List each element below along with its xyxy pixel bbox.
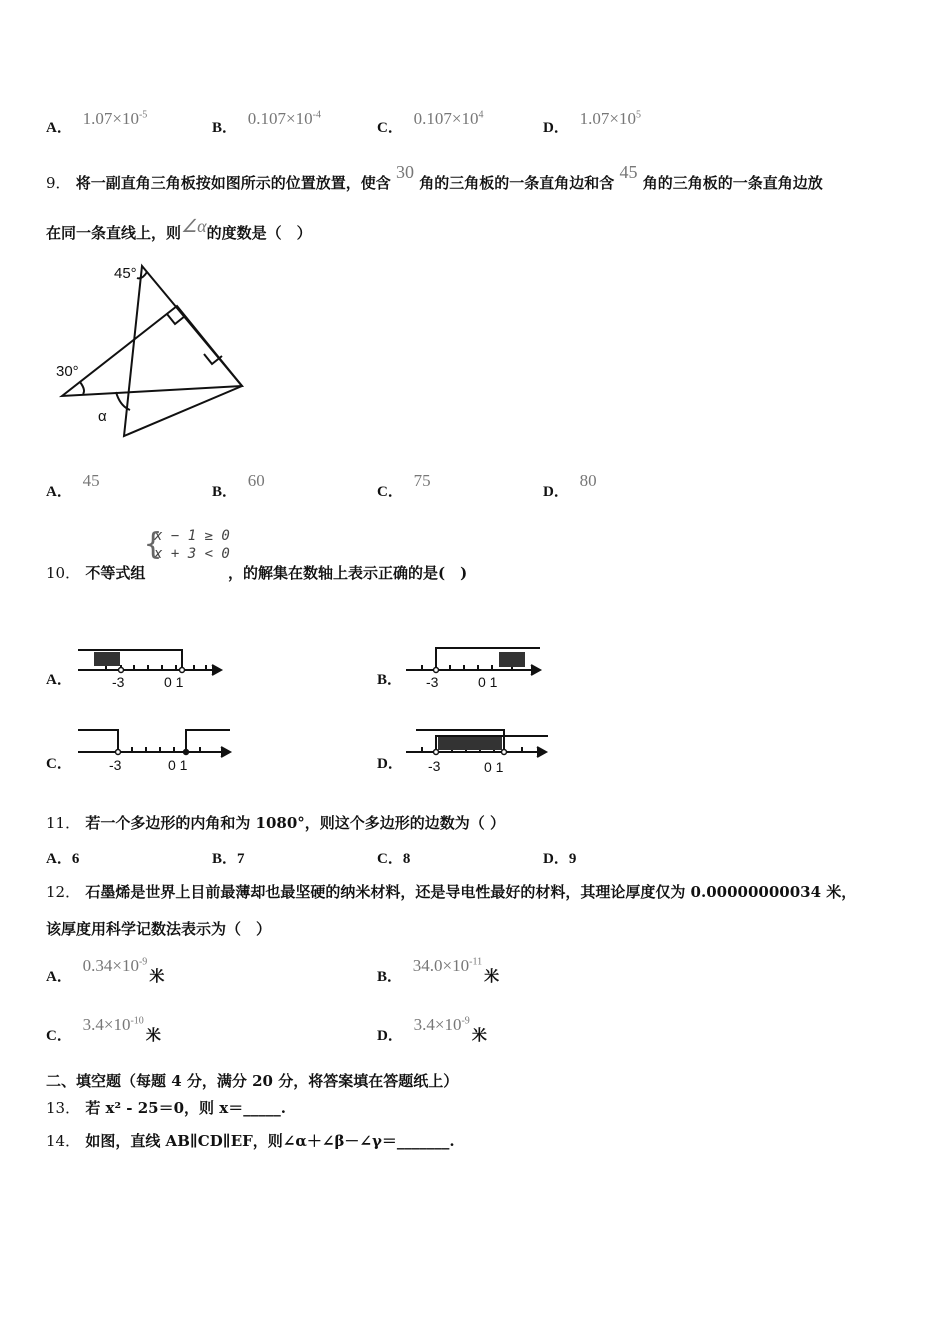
svg-text:-3: -3 [426,674,439,690]
q10-option-a-label[interactable]: A． [46,672,72,688]
q9-option-c[interactable]: C． 75 [377,471,431,500]
question-number: 12． [46,883,81,901]
option-value: $0.107\times 10^4$ [413,109,484,128]
q8-option-b[interactable] [212,108,321,136]
q9-stem-line2: 在同一条直线上，则∠α的度数是（ ） [46,216,312,242]
svg-text:0 1: 0 1 [164,674,184,690]
q12-option-a[interactable]: A． $0.34\times 10^{-9}$米 [46,956,165,985]
option-label: C． [377,120,403,136]
label-alpha: α [98,408,107,425]
svg-text:-3: -3 [109,757,122,773]
q8-option-d[interactable] [543,108,641,136]
q12-option-c[interactable]: C． $3.4\times 10^{-10}$米 [46,1015,161,1044]
q10-option-b-label[interactable]: B． [377,672,403,688]
svg-text:0 1: 0 1 [484,759,504,775]
q12-option-b[interactable]: B． $34.0\times 10^{-11}$米 [377,956,500,985]
q10-option-d-label[interactable]: D． [377,756,403,772]
angle-30: 30 [396,162,415,182]
option-label: B． [212,120,238,136]
option-value: $0.107\times 10^{-4}$ [247,109,321,128]
q13-stem: 13． 若 x² - 25＝0，则 x＝_____. [46,1099,286,1117]
svg-text:0 1: 0 1 [478,674,498,690]
q12-option-d[interactable]: D． $3.4\times 10^{-9}$米 [377,1015,487,1044]
question-number: 9． [46,174,71,192]
inequality-1: x − 1 ≥ 0 [154,528,230,544]
triangle-45 [124,266,242,436]
question-number: 14． [46,1132,81,1150]
q10-stem: 10． 不等式组 [46,564,146,582]
q10-number-line-a[interactable] [76,646,226,691]
inequality-system: { x − 1 ≥ 0 x + 3 < 0 [144,527,230,562]
q11-option-a[interactable]: A．6 [46,851,80,867]
q10-option-c-label[interactable]: C． [46,756,72,772]
q11-option-b[interactable]: B．7 [212,851,245,867]
label-30: 30° [56,363,79,380]
q10-number-line-b[interactable] [404,644,554,692]
question-number: 11． [46,814,81,832]
q10-stem-tail: ，的解集在数轴上表示正确的是( ) [228,564,468,582]
option-value: $1.07\times 10^5$ [579,109,641,128]
right-angle-mark-lower [204,354,222,364]
option-value: $1.07\times 10^{-5}$ [82,109,148,128]
svg-text:-3: -3 [112,674,125,690]
q12-stem-line1: 12． 石墨烯是世界上目前最薄却也最坚硬的纳米材料，还是导电性最好的材料，其理论厚度仅为 0.00000000034 米， [46,883,857,901]
section-2-title: 二、填空题（每题 4 分，满分 20 分，将答案填在答题纸上） [46,1072,459,1090]
q10-number-line-c[interactable] [76,726,236,774]
q8-option-c[interactable] [377,108,484,136]
q9-option-d[interactable]: D． 80 [543,471,597,500]
q14-stem: 14． 如图，直线 AB∥CD∥EF，则∠α＋∠β－∠γ＝_______. [46,1132,455,1150]
q12-stem-line2: 该厚度用科学记数法表示为（ ） [46,920,272,938]
angle-arc-30 [80,382,84,394]
q11-option-d[interactable]: D．9 [543,851,577,867]
label-45: 45° [114,265,137,282]
q9-option-a[interactable]: A． 45 [46,471,100,500]
question-number: 10． [46,564,81,582]
svg-text:0 1: 0 1 [168,757,188,773]
q11-option-c[interactable]: C．8 [377,851,411,867]
angle-alpha: ∠α [181,216,207,236]
q9-triangle-figure [50,258,250,438]
triangle-30 [62,306,242,396]
svg-text:-3: -3 [428,758,441,774]
q9-option-b[interactable]: B． 60 [212,471,265,500]
q11-stem: 11． 若一个多边形的内角和为 1080°，则这个多边形的边数为（ ） [46,814,506,832]
q8-option-a[interactable] [46,108,148,136]
inequality-2: x + 3 < 0 [154,546,230,562]
option-label: D． [543,120,569,136]
angle-45: 45 [619,162,638,182]
option-label: A． [46,120,72,136]
question-number: 13． [46,1099,81,1117]
q9-stem-line1: 9． 将一副直角三角板按如图所示的位置放置，使含 30 角的三角板的一条直角边和含 45 角的三角板的一条直角边放 [46,162,823,192]
q10-number-line-d[interactable] [404,726,554,776]
